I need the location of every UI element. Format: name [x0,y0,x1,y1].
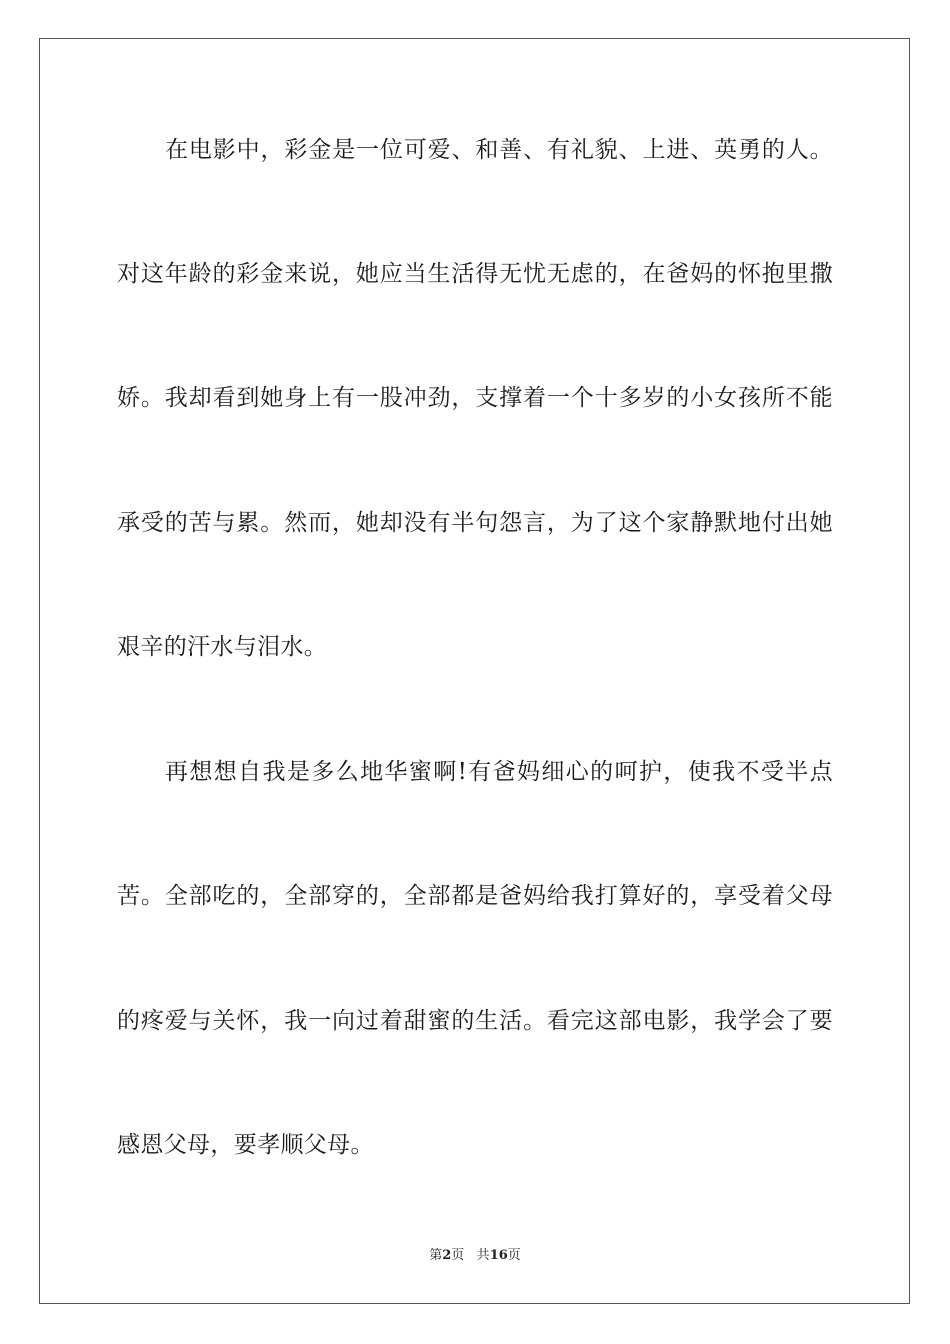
page-footer [0,1247,950,1265]
text-line: 再想想自我是多么地华蜜啊!有爸妈细心的呵护，使我不受半点 [165,759,833,785]
text-line: 感恩父母，要孝顺父母。 [117,1132,374,1158]
text-line: 在电影中，彩金是一位可爱、和善、有礼貌、上进、英勇的人。 [165,137,833,163]
total-label-suffix: 页 [507,1248,521,1263]
current-page-number: 2 [442,1248,452,1263]
page-label-suffix: 页 [451,1248,465,1263]
total-page-number: 16 [489,1248,508,1263]
total-label-prefix: 共 [476,1248,490,1263]
text-line: 对这年龄的彩金来说，她应当生活得无忧无虑的，在爸妈的怀抱里撒 [117,261,833,287]
page-label-prefix: 第 [429,1248,443,1263]
text-line: 艰辛的汗水与泪水。 [117,634,328,660]
page-border [39,38,910,1304]
text-line: 苦。全部吃的，全部穿的，全部都是爸妈给我打算好的，享受着父母 [117,883,833,909]
text-line: 的疼爱与关怀，我一向过着甜蜜的生活。看完这部电影，我学会了要 [117,1008,833,1034]
text-line: 承受的苦与累。然而，她却没有半句怨言，为了这个家静默地付出她 [117,510,833,536]
text-line: 娇。我却看到她身上有一股冲劲，支撑着一个十多岁的小女孩所不能 [117,385,833,411]
